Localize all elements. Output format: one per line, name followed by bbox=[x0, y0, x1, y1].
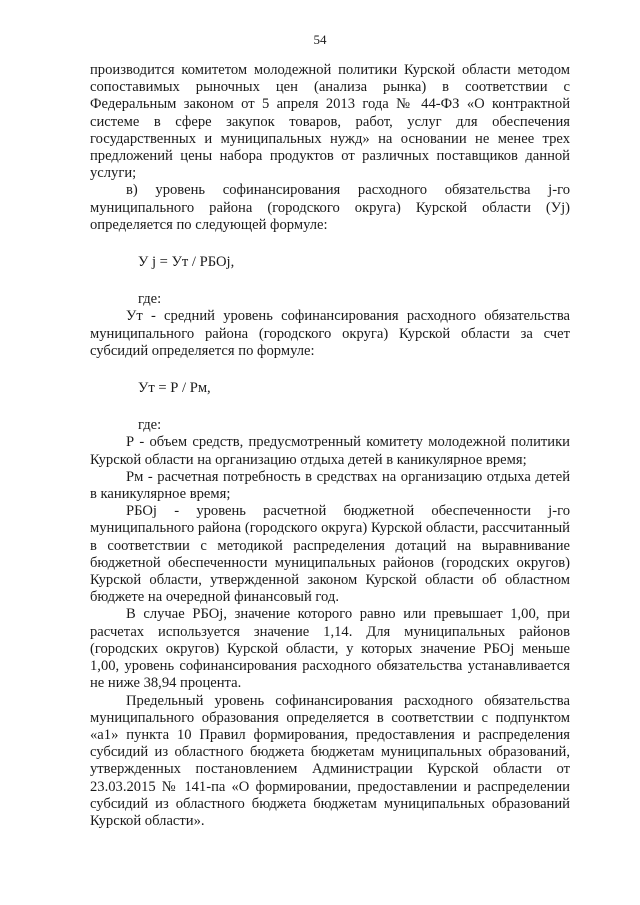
paragraph-rboj-rule: В случае РБОj, значение которого равно или превышает 1,00, при расчетах используется значение 1,14. Для муниципальных районов (городских округов) Курской области, у которых значение РБОj меньше 1,00, уровень софинансирования расходного обязательства устанавливается не ниже 38,94 процента. bbox=[90, 606, 570, 692]
formula-ut: Ут = Р / Рм, bbox=[138, 380, 211, 397]
paragraph-cofinancing-level: в) уровень софинансирования расходного обязательства j-го муниципального района (городского округа) Курской области (Уj) определяется по следующей формуле: bbox=[90, 182, 570, 233]
paragraph-rm-definition: Рм - расчетная потребность в средствах на организацию отдыха детей в каникулярное время; bbox=[90, 468, 570, 503]
paragraph-procurement: производится комитетом молодежной политики Курской области методом сопоставимых рыночных цен (анализа рынка) в соответствии с Федеральным законом от 5 апреля 2013 года № 44-ФЗ «О контрактной системе в сфере закупок товаров, работ, услуг для обеспечения государственных и муниципальных нужд» на основании не менее трех предложений цены набора продуктов от различных поставщиков данной услуги; bbox=[90, 62, 570, 182]
page-number: 54 bbox=[313, 32, 327, 47]
formula-uj: У j = Ут / РБОj, bbox=[138, 254, 235, 271]
paragraph-ut-definition: Ут - средний уровень софинансирования расходного обязательства муниципального района (городского округа) Курской области за счет субсидий определяется по формуле: bbox=[90, 308, 570, 359]
document-body bbox=[90, 62, 570, 830]
paragraph-limit-level: Предельный уровень софинансирования расходного обязательства муниципального образования определяется в соответствии с подпунктом «а1» пункта 10 Правил формирования, предоставления и распределения субсидий из областного бюджета бюджетам муниципальных образований, утвержденных постановлением Администрации Курской области от 23.03.2015 № 141-па «О формировании, предоставлении и распределении субсидий из областного бюджета бюджетам муниципальных образований Курской области». bbox=[90, 692, 570, 829]
where-label-1: где: bbox=[138, 291, 162, 308]
paragraph-rboj-definition: РБОj - уровень расчетной бюджетной обеспеченности j-го муниципального района (городского округа) Курской области, рассчитанный в соответствии с методикой распределения дотаций на выравнивание бюджетной обеспеченности муниципальных районов (городских округов) Курской области, утвержденной законом Курской области об областном бюджете на очередной финансовый год. bbox=[90, 503, 570, 606]
paragraph-p-definition: Р - объем средств, предусмотренный комитету молодежной политики Курской области на организацию отдыха детей в каникулярное время; bbox=[90, 434, 570, 468]
where-label-2: где: bbox=[138, 417, 162, 434]
